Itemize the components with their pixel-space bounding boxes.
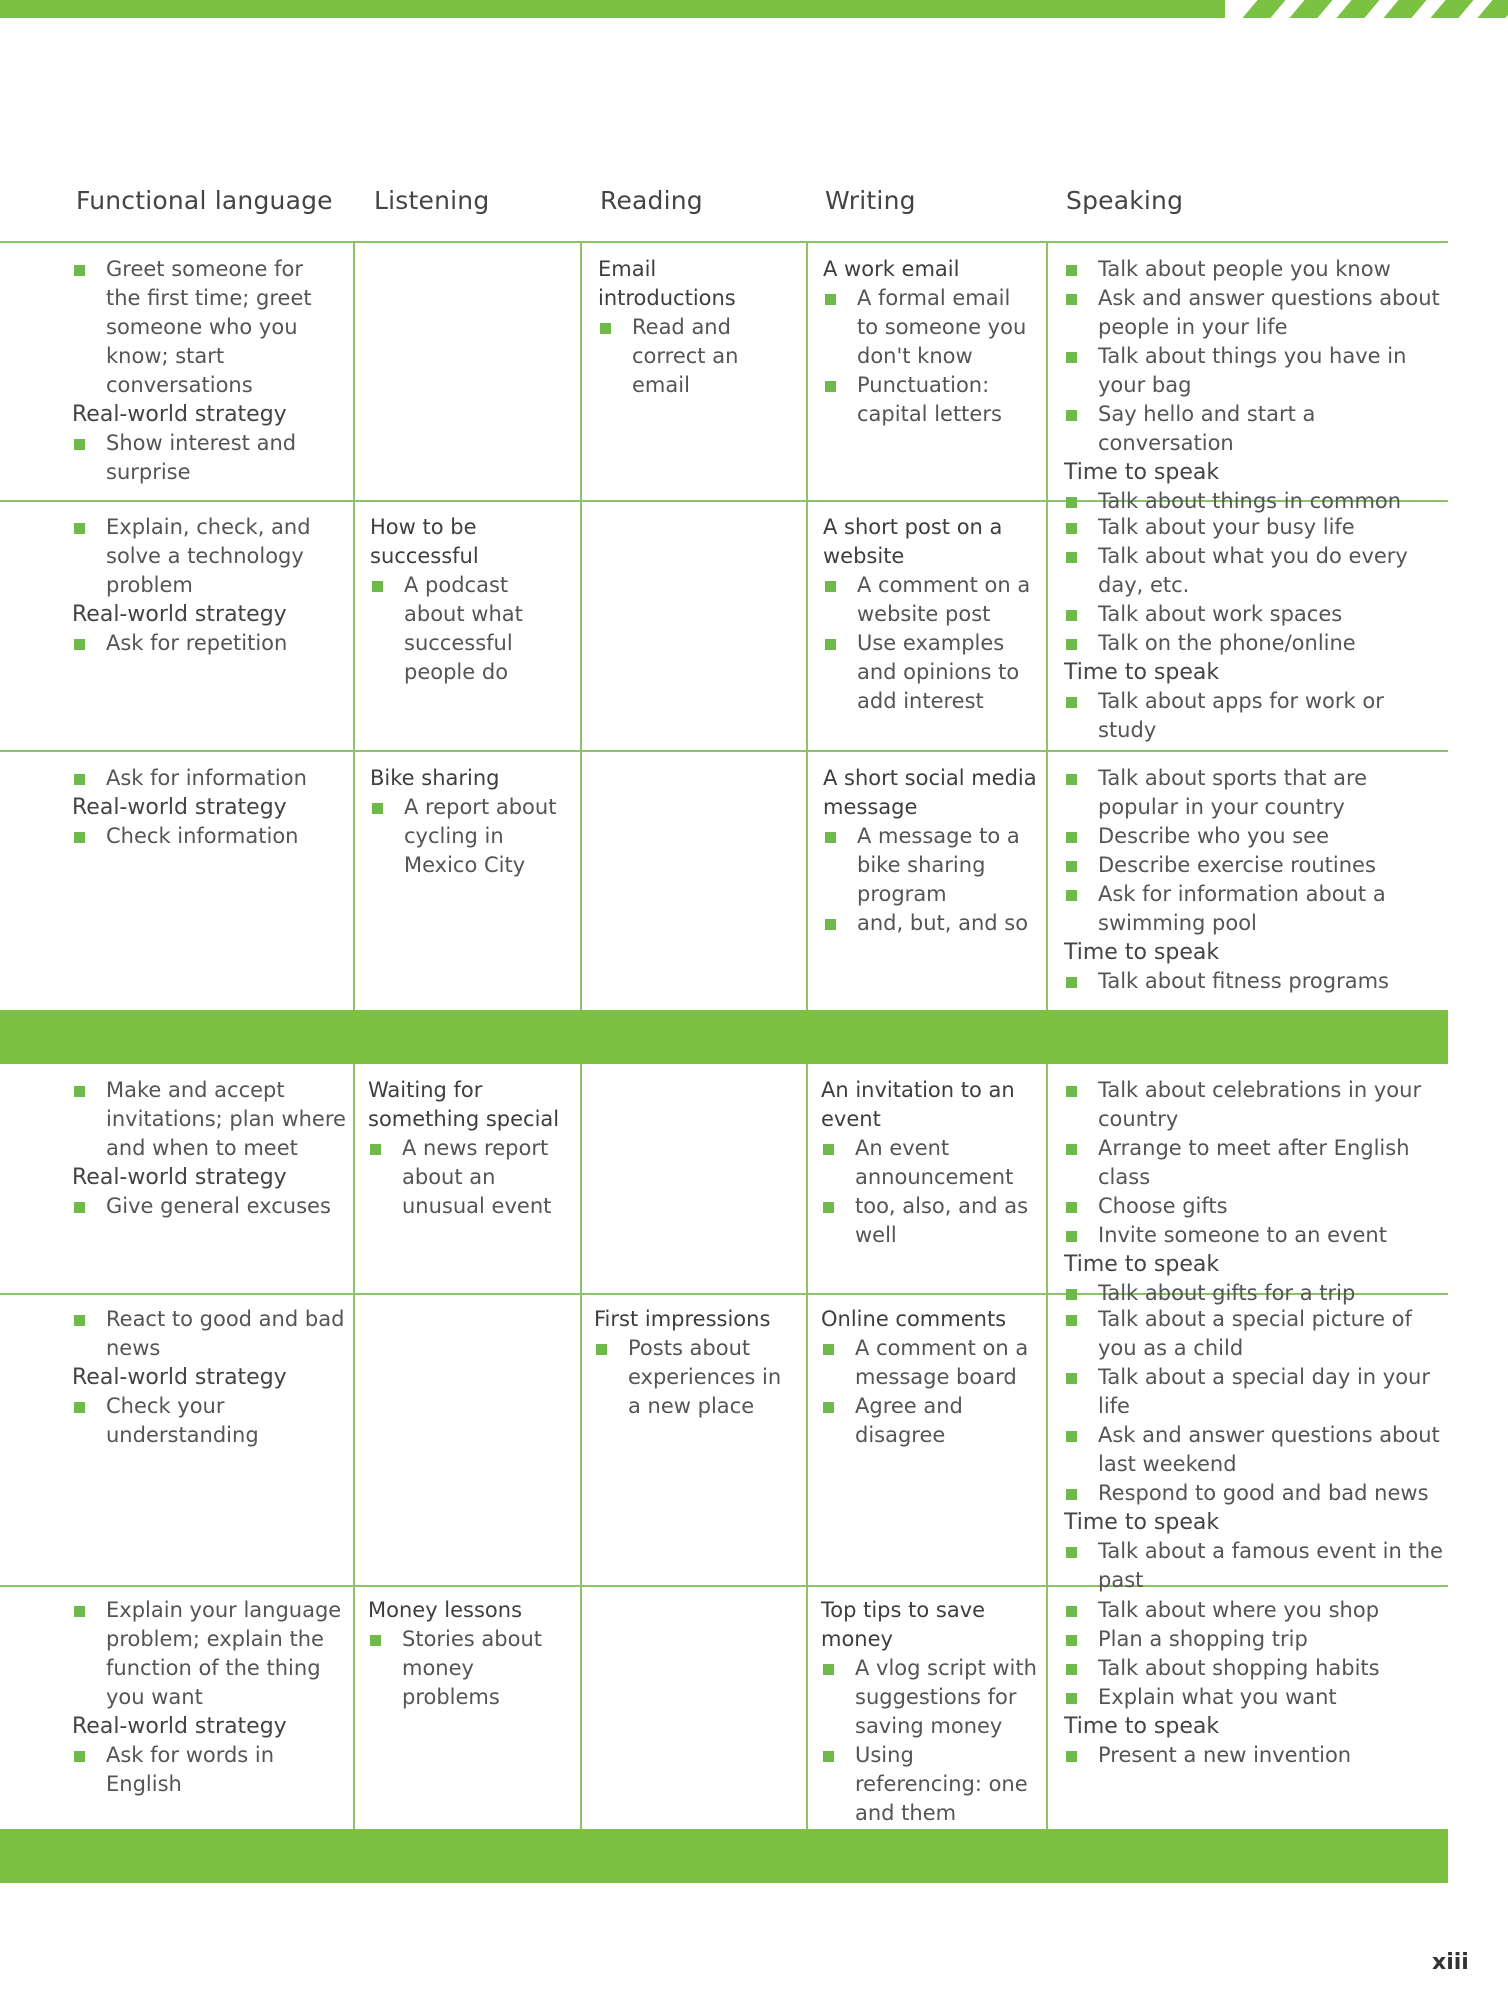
item-text: A message to a bike sharing program <box>857 824 1020 906</box>
list-item <box>1064 1363 1444 1421</box>
header-listening: Listening <box>374 186 490 215</box>
cell-reading-row-1 <box>598 255 798 400</box>
list-item <box>72 822 347 851</box>
cell-reading-row-5 <box>594 1305 799 1421</box>
bullet-icon <box>372 803 383 814</box>
bullet-icon <box>1066 1202 1077 1213</box>
cell-functional-row-3 <box>72 764 347 851</box>
item-text: Explain, check, and solve a technology problem <box>106 515 311 597</box>
list-item <box>1064 880 1444 938</box>
column-divider <box>1046 241 1048 1010</box>
item-text: A formal email to someone you don't know <box>857 286 1027 368</box>
bullet-icon <box>1066 1431 1077 1442</box>
list-item <box>1064 1421 1444 1479</box>
strategy-label: Real-world strategy <box>72 602 287 627</box>
item-text: Arrange to meet after English class <box>1098 1136 1410 1189</box>
list-item <box>821 1392 1039 1450</box>
item-text: Talk about what you do every day, etc. <box>1098 544 1408 597</box>
list-item <box>823 822 1038 909</box>
bullet-icon <box>1066 774 1077 785</box>
bullet-icon <box>74 639 85 650</box>
item-text: Describe exercise routines <box>1098 853 1376 877</box>
item-text: Read and correct an email <box>632 315 739 397</box>
cell-title: How to be successful <box>370 515 479 568</box>
page-number: xiii <box>1432 1950 1469 1975</box>
item-text: Make and accept invitations; plan where and when to meet <box>106 1078 346 1160</box>
bullet-icon <box>74 1086 85 1097</box>
cell-functional-row-5 <box>72 1305 347 1450</box>
item-text: Stories about money problems <box>402 1627 543 1709</box>
cell-writing-row-5 <box>821 1305 1039 1450</box>
bullet-icon <box>825 832 836 843</box>
bullet-icon <box>825 581 836 592</box>
item-text: Explain what you want <box>1098 1685 1337 1709</box>
list-item <box>1064 967 1444 996</box>
item-text: Talk about shopping habits <box>1098 1656 1380 1680</box>
item-text: Talk about apps for work or study <box>1098 689 1384 742</box>
list-item <box>72 1192 347 1221</box>
cell-listening-row-3 <box>370 764 575 880</box>
bullet-icon <box>600 323 611 334</box>
bullet-icon <box>1066 294 1077 305</box>
list-item <box>1064 1654 1444 1683</box>
bullet-icon <box>825 639 836 650</box>
item-text: An event announcement <box>855 1136 1014 1189</box>
item-text: Ask for information about a swimming pool <box>1098 882 1386 935</box>
row-divider <box>0 750 1448 752</box>
bullet-icon <box>74 265 85 276</box>
item-text: React to good and bad news <box>106 1307 345 1360</box>
cell-functional-row-6 <box>72 1596 347 1799</box>
list-item <box>1064 822 1444 851</box>
list-item <box>1064 255 1444 284</box>
column-divider <box>1046 1064 1048 1829</box>
item-text: Talk about work spaces <box>1098 602 1343 626</box>
item-text: Talk about a famous event in the past <box>1098 1539 1443 1592</box>
item-text: Talk about a special picture of you as a child <box>1098 1307 1412 1360</box>
item-text: Talk about a special day in your life <box>1098 1365 1430 1418</box>
bullet-icon <box>1066 610 1077 621</box>
bullet-icon <box>825 919 836 930</box>
item-text: A news report about an unusual event <box>402 1136 552 1218</box>
bullet-icon <box>1066 523 1077 534</box>
list-item <box>821 1741 1039 1828</box>
list-item <box>1064 1305 1444 1363</box>
cell-listening-row-2 <box>370 513 575 687</box>
cell-title: Online comments <box>821 1307 1007 1331</box>
item-text: A comment on a website post <box>857 573 1031 626</box>
cell-title: An invitation to an event <box>821 1078 1015 1131</box>
bullet-icon <box>823 1402 834 1413</box>
header-writing: Writing <box>825 186 916 215</box>
item-text: A report about cycling in Mexico City <box>404 795 557 877</box>
item-text: Check your understanding <box>106 1394 259 1447</box>
bullet-icon <box>1066 1315 1077 1326</box>
time-to-speak-label: Time to speak <box>1064 1252 1220 1277</box>
list-item <box>1064 1279 1444 1308</box>
list-item <box>1064 1683 1444 1712</box>
bullet-icon <box>1066 1373 1077 1384</box>
list-item <box>1064 342 1444 400</box>
bullet-icon <box>1066 1547 1077 1558</box>
section-band <box>0 1829 1448 1883</box>
cell-title: First impressions <box>594 1307 771 1331</box>
time-to-speak-label: Time to speak <box>1064 940 1220 965</box>
cell-title: A short social media message <box>823 766 1037 819</box>
list-item <box>72 1392 347 1450</box>
cell-writing-row-4 <box>821 1076 1039 1250</box>
cell-speaking-row-2 <box>1064 513 1444 745</box>
item-text: Show interest and surprise <box>106 431 297 484</box>
item-text: Using referencing: one and them <box>855 1743 1028 1825</box>
strategy-label: Real-world strategy <box>72 1165 287 1190</box>
section-band <box>0 1010 1448 1064</box>
strategy-label: Real-world strategy <box>72 1365 287 1390</box>
bullet-icon <box>1066 1489 1077 1500</box>
strategy-label: Real-world strategy <box>72 402 287 427</box>
column-divider <box>353 241 355 1010</box>
bullet-icon <box>74 439 85 450</box>
bullet-icon <box>596 1344 607 1355</box>
top-stripe-decoration <box>1225 0 1508 18</box>
list-item <box>1064 1537 1444 1595</box>
bullet-icon <box>1066 1086 1077 1097</box>
header-reading: Reading <box>600 186 703 215</box>
bullet-icon <box>823 1144 834 1155</box>
item-text: Talk about people you know <box>1098 257 1391 281</box>
item-text: Ask for words in English <box>106 1743 275 1796</box>
item-text: and, but, and so <box>857 911 1029 935</box>
item-text: Say hello and start a conversation <box>1098 402 1316 455</box>
item-text: A vlog script with suggestions for saving money <box>855 1656 1037 1738</box>
list-item <box>1064 542 1444 600</box>
time-to-speak-label: Time to speak <box>1064 1510 1220 1535</box>
item-text: Ask and answer questions about people in your life <box>1098 286 1440 339</box>
cell-listening-row-4 <box>368 1076 576 1221</box>
list-item <box>1064 1192 1444 1221</box>
list-item <box>821 1654 1039 1741</box>
cell-speaking-row-5 <box>1064 1305 1444 1595</box>
list-item <box>1064 1479 1444 1508</box>
column-divider <box>353 1064 355 1829</box>
list-item <box>1064 513 1444 542</box>
item-text: Check information <box>106 824 299 848</box>
strategy-label: Real-world strategy <box>72 795 287 820</box>
bullet-icon <box>74 523 85 534</box>
list-item <box>368 1625 576 1712</box>
top-accent-bar <box>0 0 1225 18</box>
list-item <box>72 1596 347 1712</box>
item-text: Give general excuses <box>106 1194 331 1218</box>
bullet-icon <box>1066 1635 1077 1646</box>
item-text: Talk about your busy life <box>1098 515 1355 539</box>
bullet-icon <box>74 1402 85 1413</box>
bullet-icon <box>74 1315 85 1326</box>
cell-speaking-row-1 <box>1064 255 1444 516</box>
row-divider <box>0 241 1448 243</box>
list-item <box>370 793 575 880</box>
bullet-icon <box>823 1664 834 1675</box>
cell-functional-row-1 <box>72 255 342 487</box>
bullet-icon <box>1066 1693 1077 1704</box>
list-item <box>1064 1221 1444 1250</box>
list-item <box>598 313 798 400</box>
bullet-icon <box>74 1202 85 1213</box>
bullet-icon <box>1066 1664 1077 1675</box>
item-text: Talk about fitness programs <box>1098 969 1389 993</box>
bullet-icon <box>1066 639 1077 650</box>
bullet-icon <box>825 381 836 392</box>
item-text: Describe who you see <box>1098 824 1330 848</box>
item-text: Talk about things in common <box>1098 489 1402 513</box>
item-text: Choose gifts <box>1098 1194 1228 1218</box>
bullet-icon <box>1066 497 1077 508</box>
item-text: Talk about celebrations in your country <box>1098 1078 1422 1131</box>
bullet-icon <box>1066 832 1077 843</box>
item-text: Punctuation: capital letters <box>857 373 1002 426</box>
bullet-icon <box>370 1635 381 1646</box>
list-item <box>823 629 1038 716</box>
bullet-icon <box>370 1144 381 1155</box>
item-text: too, also, and as well <box>855 1194 1029 1247</box>
column-divider <box>580 1064 582 1829</box>
item-text: A podcast about what successful people do <box>404 573 523 684</box>
cell-speaking-row-6 <box>1064 1596 1444 1770</box>
list-item <box>1064 1625 1444 1654</box>
cell-functional-row-4 <box>72 1076 347 1221</box>
bullet-icon <box>1066 410 1077 421</box>
bullet-icon <box>1066 697 1077 708</box>
bullet-icon <box>74 832 85 843</box>
cell-title: Bike sharing <box>370 766 500 790</box>
cell-functional-row-2 <box>72 513 347 658</box>
header-functional-language: Functional language <box>76 186 333 215</box>
item-text: Plan a shopping trip <box>1098 1627 1308 1651</box>
list-item <box>72 1076 347 1163</box>
list-item <box>368 1134 576 1221</box>
time-to-speak-label: Time to speak <box>1064 1714 1220 1739</box>
bullet-icon <box>1066 861 1077 872</box>
list-item <box>823 371 1038 429</box>
time-to-speak-label: Time to speak <box>1064 660 1220 685</box>
list-item <box>823 571 1038 629</box>
list-item <box>1064 400 1444 458</box>
header-speaking: Speaking <box>1066 186 1184 215</box>
list-item <box>1064 629 1444 658</box>
item-text: Agree and disagree <box>855 1394 963 1447</box>
time-to-speak-label: Time to speak <box>1064 460 1220 485</box>
list-item <box>821 1334 1039 1392</box>
item-text: Talk on the phone/online <box>1098 631 1356 655</box>
bullet-icon <box>74 774 85 785</box>
bullet-icon <box>1066 352 1077 363</box>
item-text: Greet someone for the first time; greet someone who you know; start conversations <box>106 257 312 397</box>
strategy-label: Real-world strategy <box>72 1714 287 1739</box>
column-divider <box>806 241 808 1010</box>
bullet-icon <box>1066 977 1077 988</box>
cell-writing-row-3 <box>823 764 1038 938</box>
item-text: Ask for repetition <box>106 631 288 655</box>
list-item <box>370 571 575 687</box>
bullet-icon <box>1066 1289 1077 1300</box>
column-divider <box>806 1064 808 1829</box>
item-text: Talk about things you have in your bag <box>1098 344 1407 397</box>
bullet-icon <box>1066 1751 1077 1762</box>
bullet-icon <box>1066 1231 1077 1242</box>
item-text: Use examples and opinions to add interest <box>857 631 1020 713</box>
item-text: Talk about where you shop <box>1098 1598 1380 1622</box>
item-text: A comment on a message board <box>855 1336 1029 1389</box>
item-text: Explain your language problem; explain the function of the thing you want <box>106 1598 342 1709</box>
list-item <box>72 629 347 658</box>
list-item <box>594 1334 799 1421</box>
cell-speaking-row-4 <box>1064 1076 1444 1308</box>
cell-speaking-row-3 <box>1064 764 1444 996</box>
list-item <box>72 255 342 400</box>
cell-title: Waiting for something special <box>368 1078 560 1131</box>
list-item <box>1064 687 1444 745</box>
list-item <box>1064 284 1444 342</box>
item-text: Present a new invention <box>1098 1743 1352 1767</box>
list-item <box>821 1134 1039 1192</box>
item-text: Respond to good and bad news <box>1098 1481 1429 1505</box>
list-item <box>1064 1596 1444 1625</box>
bullet-icon <box>825 294 836 305</box>
list-item <box>1064 764 1444 822</box>
cell-title: A short post on a website <box>823 515 1003 568</box>
list-item <box>823 284 1038 371</box>
list-item <box>1064 487 1444 516</box>
item-text: Talk about sports that are popular in your country <box>1098 766 1368 819</box>
cell-writing-row-2 <box>823 513 1038 716</box>
cell-title: Top tips to save money <box>821 1598 986 1651</box>
cell-writing-row-1 <box>823 255 1038 429</box>
item-text: Ask and answer questions about last weekend <box>1098 1423 1440 1476</box>
bullet-icon <box>74 1606 85 1617</box>
bullet-icon <box>74 1751 85 1762</box>
list-item <box>821 1192 1039 1250</box>
list-item <box>72 1741 347 1799</box>
item-text: Invite someone to an event <box>1098 1223 1387 1247</box>
list-item <box>72 513 347 600</box>
bullet-icon <box>823 1202 834 1213</box>
cell-writing-row-6 <box>821 1596 1039 1828</box>
cell-title: Money lessons <box>368 1598 523 1622</box>
bullet-icon <box>1066 1606 1077 1617</box>
list-item <box>1064 1741 1444 1770</box>
bullet-icon <box>823 1344 834 1355</box>
bullet-icon <box>1066 552 1077 563</box>
list-item <box>72 764 347 793</box>
cell-title: Email introductions <box>598 257 736 310</box>
bullet-icon <box>1066 1144 1077 1155</box>
item-text: Talk about gifts for a trip <box>1098 1281 1356 1305</box>
list-item <box>72 429 342 487</box>
bullet-icon <box>823 1751 834 1762</box>
list-item <box>1064 600 1444 629</box>
list-item <box>1064 1076 1444 1134</box>
cell-listening-row-6 <box>368 1596 576 1712</box>
bullet-icon <box>1066 265 1077 276</box>
column-divider <box>580 241 582 1010</box>
list-item <box>1064 1134 1444 1192</box>
cell-title: A work email <box>823 257 960 281</box>
list-item <box>1064 851 1444 880</box>
item-text: Ask for information <box>106 766 307 790</box>
bullet-icon <box>1066 890 1077 901</box>
list-item <box>823 909 1038 938</box>
bullet-icon <box>372 581 383 592</box>
list-item <box>72 1305 347 1363</box>
item-text: Posts about experiences in a new place <box>628 1336 782 1418</box>
